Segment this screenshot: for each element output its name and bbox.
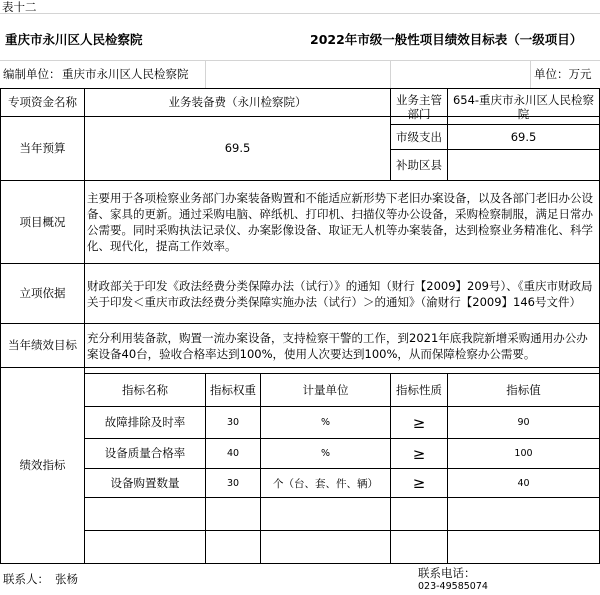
indicator-nature: ≥: [412, 444, 426, 463]
department-label: 业务主管部门: [396, 92, 442, 121]
indicator-value: 100: [514, 448, 533, 459]
budget-value: 69.5: [224, 141, 251, 155]
indicator-unit: %: [320, 448, 331, 459]
city-expense-label: 市级支出: [396, 129, 442, 144]
header-indicator-weight: 指标权重: [210, 382, 256, 397]
county-subsidy-label: 补助区县: [396, 157, 442, 172]
indicator-weight: 40: [226, 448, 240, 459]
compiler-value: 重庆市永川区人民检察院: [62, 67, 189, 81]
table-number: 表十二: [2, 0, 37, 14]
unit-label: 单位：万元: [534, 67, 592, 81]
phone-label: 联系电话：: [418, 566, 476, 580]
organization-title: 重庆市永川区人民检察院: [5, 32, 143, 47]
budget-label: 当年预算: [19, 141, 66, 155]
fund-name-label: 专项资金名称: [8, 95, 77, 109]
document-title: 2022年市级一般性项目绩效目标表（一级项目）: [310, 32, 583, 47]
indicator-weight: 30: [226, 477, 240, 489]
county-subsidy-value: [448, 150, 599, 180]
city-expense-value: 69.5: [510, 129, 537, 144]
indicator-weight: 30: [226, 417, 240, 428]
indicator-name: 设备质量合格率: [104, 446, 186, 460]
header-indicator-name: 指标名称: [122, 382, 168, 397]
contact-name: 张杨: [55, 572, 78, 586]
indicator-unit: %: [320, 417, 331, 428]
goal-text: 充分利用装备款，购置一流办案设备，支持检察干警的工作，到2021年底我院新增采购通用办公办案设备40台，验收合格率达到100%，使用人次要达到100%，从而保障检察办公需要。: [87, 330, 588, 361]
indicator-value: 90: [517, 417, 530, 428]
basis-text: 财政部关于印发《政法经费分类保障办法（试行）》的通知（财行【2009】209号）、《重庆市财政局关于印发＜重庆市政法经费分类保障实施办法（试行）＞的通知》（渝财行【2009】146号文件）: [87, 278, 593, 309]
basis-label: 立项依据: [19, 286, 66, 300]
indicator-name: 故障排除及时率: [104, 415, 186, 429]
header-nature: 指标性质: [396, 382, 442, 397]
indicator-unit: 个（台、套、件、辆）: [273, 477, 378, 490]
header-value: 指标值: [506, 382, 541, 397]
indicator-name: 设备购置数量: [110, 475, 180, 490]
indicator-nature: ≥: [412, 413, 426, 432]
contact-label: 联系人：: [3, 572, 49, 586]
goal-label: 当年绩效目标: [8, 338, 77, 352]
fund-name-value: 业务装备费（永川检察院）: [168, 95, 307, 109]
department-value: 654-重庆市永川区人民检察院: [452, 92, 595, 121]
indicator-value: 40: [517, 477, 530, 489]
overview-text: 主要用于各项检察业务部门办案装备购置和不能适应新形势下老旧办案设备，以及各部门老旧办公设备、家具的更新。通过采购电脑、碎纸机、打印机、扫描仪等办公设备，采购检察制服，满足日常办公需要。同时采购执法记录仪、办案影像设备、取证无人机等办案装备，达到检察业务精准化、科学化、现代化，提高工作效率。: [87, 191, 593, 253]
phone-value: 023-49585074: [418, 581, 488, 592]
header-unit: 计量单位: [302, 382, 349, 397]
compiler-label: 编制单位：: [3, 67, 61, 81]
indicator-nature: ≥: [412, 474, 426, 492]
overview-label: 项目概况: [19, 214, 66, 229]
indicators-label: 绩效指标: [19, 458, 66, 472]
